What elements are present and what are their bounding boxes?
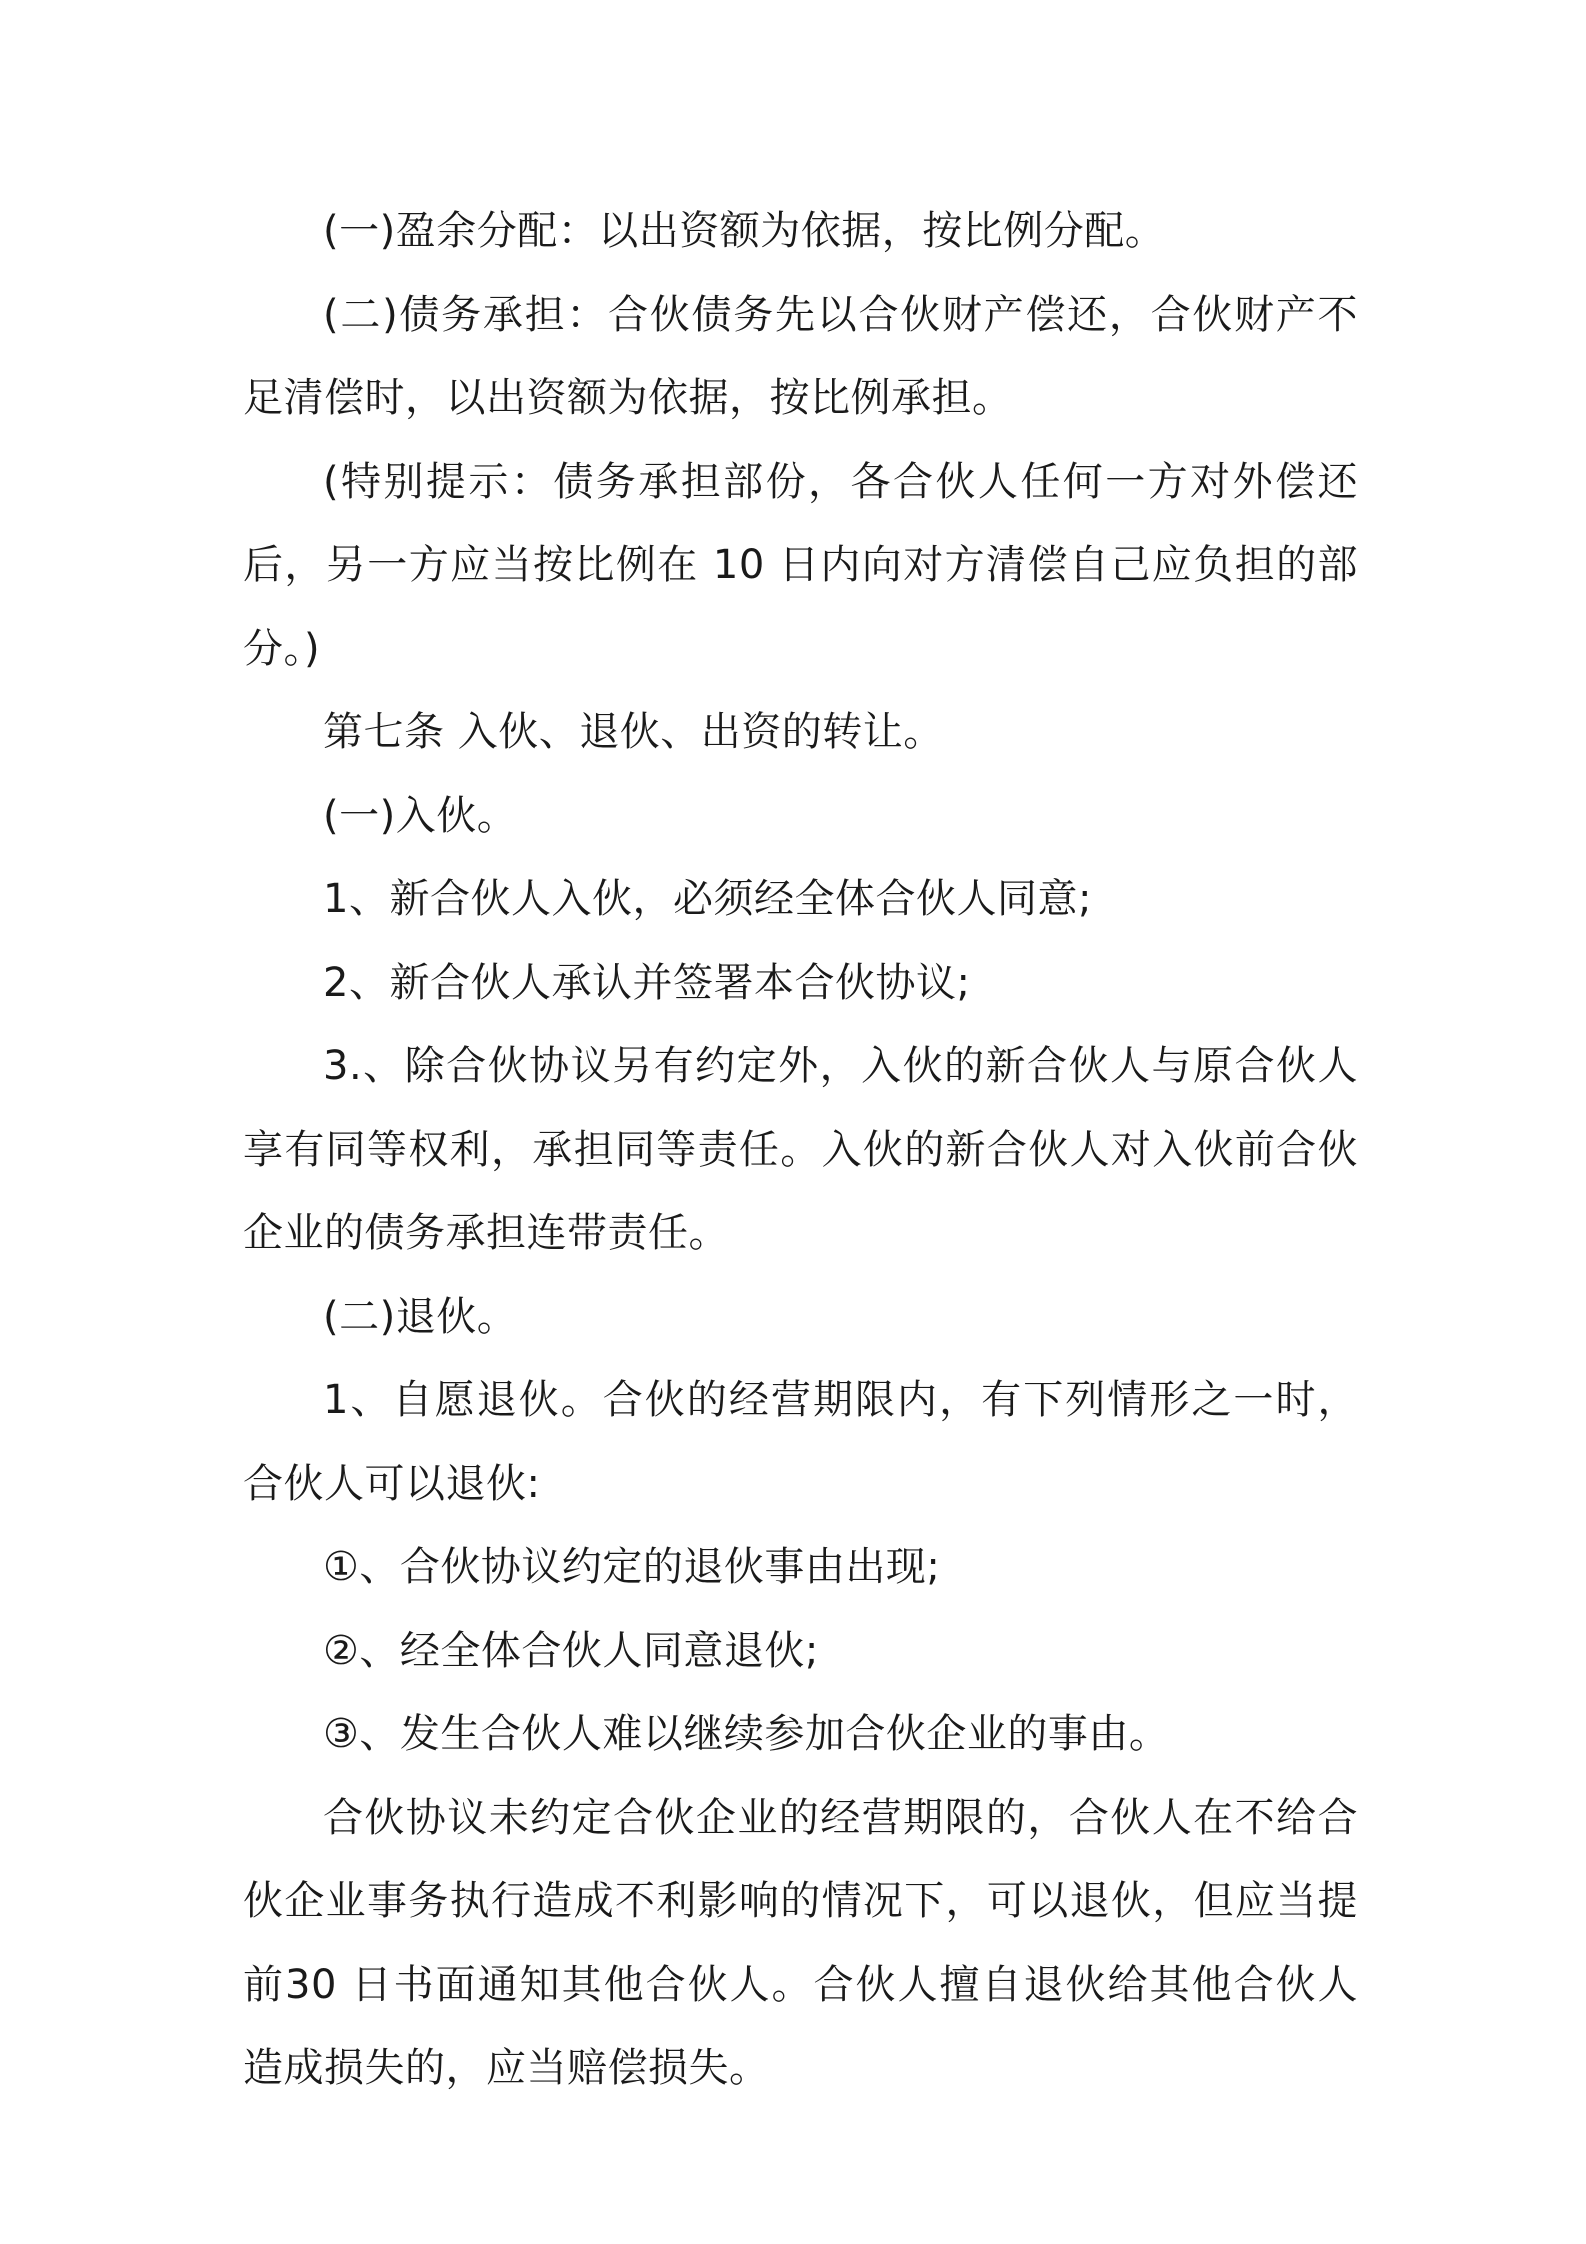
section-withdrawal-heading: (二)退伙。	[323, 1293, 518, 1340]
withdrawal-item-1: 1、自愿退伙。合伙的经营期限内，有下列情形之一时，合伙人可以退伙:	[243, 1377, 1358, 1507]
paragraph-debt-bearing: (二)债务承担：合伙债务先以合伙财产偿还，合伙财产不足清偿时，以出资额为依据，按比例承担。	[243, 291, 1358, 421]
admission-item-2: 2、新合伙人承认并签署本合伙协议;	[323, 959, 971, 1006]
document-body	[243, 190, 1358, 2111]
paragraph-unspecified-term: 合伙协议未约定合伙企业的经营期限的，合伙人在不给合伙企业事务执行造成不利影响的情况下，可以退伙，但应当提前30 日书面通知其他合伙人。合伙人擅自退伙给其他合伙人造成损失的，应当赔偿损失。	[243, 1794, 1358, 2091]
paragraph-profit-distribution: (一)盈余分配：以出资额为依据，按比例分配。	[323, 208, 1166, 254]
withdrawal-subitem-2: ②、经全体合伙人同意退伙;	[323, 1627, 819, 1674]
admission-item-3: 3.、除合伙协议另有约定外，入伙的新合伙人与原合伙人享有同等权利，承担同等责任。入伙的新合伙人对入伙前合伙企业的债务承担连带责任。	[243, 1043, 1358, 1256]
withdrawal-subitem-3: ③、发生合伙人难以继续参加合伙企业的事由。	[323, 1711, 1170, 1757]
section-admission-heading: (一)入伙。	[323, 792, 518, 839]
paragraph-special-note: (特别提示：债务承担部份，各合伙人任何一方对外偿还后，另一方应当按比例在 10 日内向对方清偿自己应负担的部分。)	[243, 458, 1358, 672]
admission-item-1: 1、新合伙人入伙，必须经全体合伙人同意;	[323, 876, 1092, 922]
withdrawal-subitem-1: ①、合伙协议约定的退伙事由出现;	[323, 1544, 941, 1590]
article-seven-heading: 第七条 入伙、退伙、出资的转让。	[323, 709, 944, 755]
